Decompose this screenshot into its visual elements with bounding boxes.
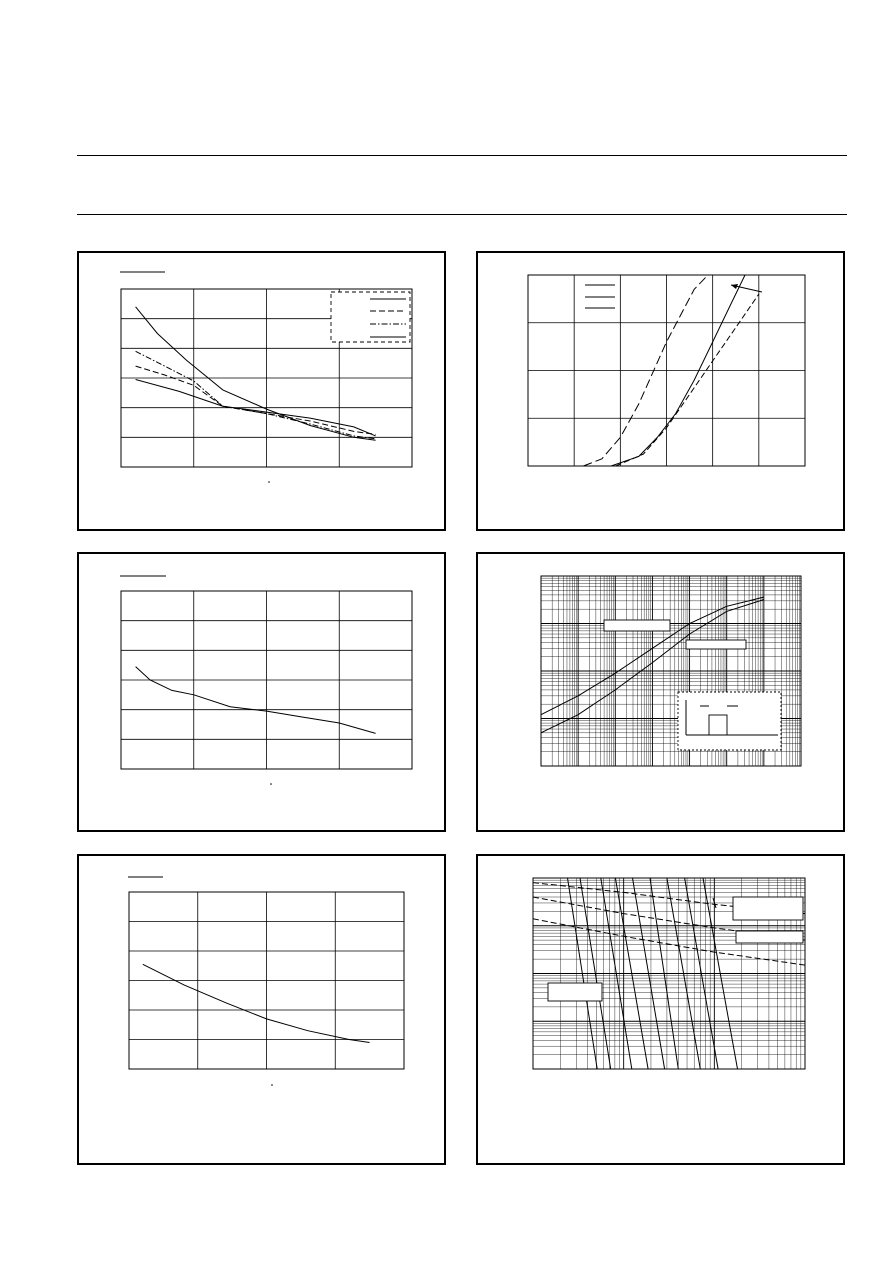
fig-top-right-series-3-line xyxy=(616,294,759,466)
fig-middle-right-inset-box xyxy=(678,692,781,750)
fig-middle-right-inset-pulse xyxy=(709,715,727,735)
fig-bottom-right-label-box1 xyxy=(733,897,803,920)
fig-top-left-xlabel-dot xyxy=(268,481,270,483)
fig-bottom-right-label-box2 xyxy=(736,931,803,943)
fig-bottom-right-label-box3 xyxy=(548,983,602,1001)
fig-bottom-left-xlabel-dot xyxy=(271,1084,273,1086)
fig-middle-left-xlabel-dot xyxy=(270,783,272,785)
fig-middle-right-label-box2 xyxy=(686,640,746,649)
fig-middle-right-label-box xyxy=(604,620,670,631)
